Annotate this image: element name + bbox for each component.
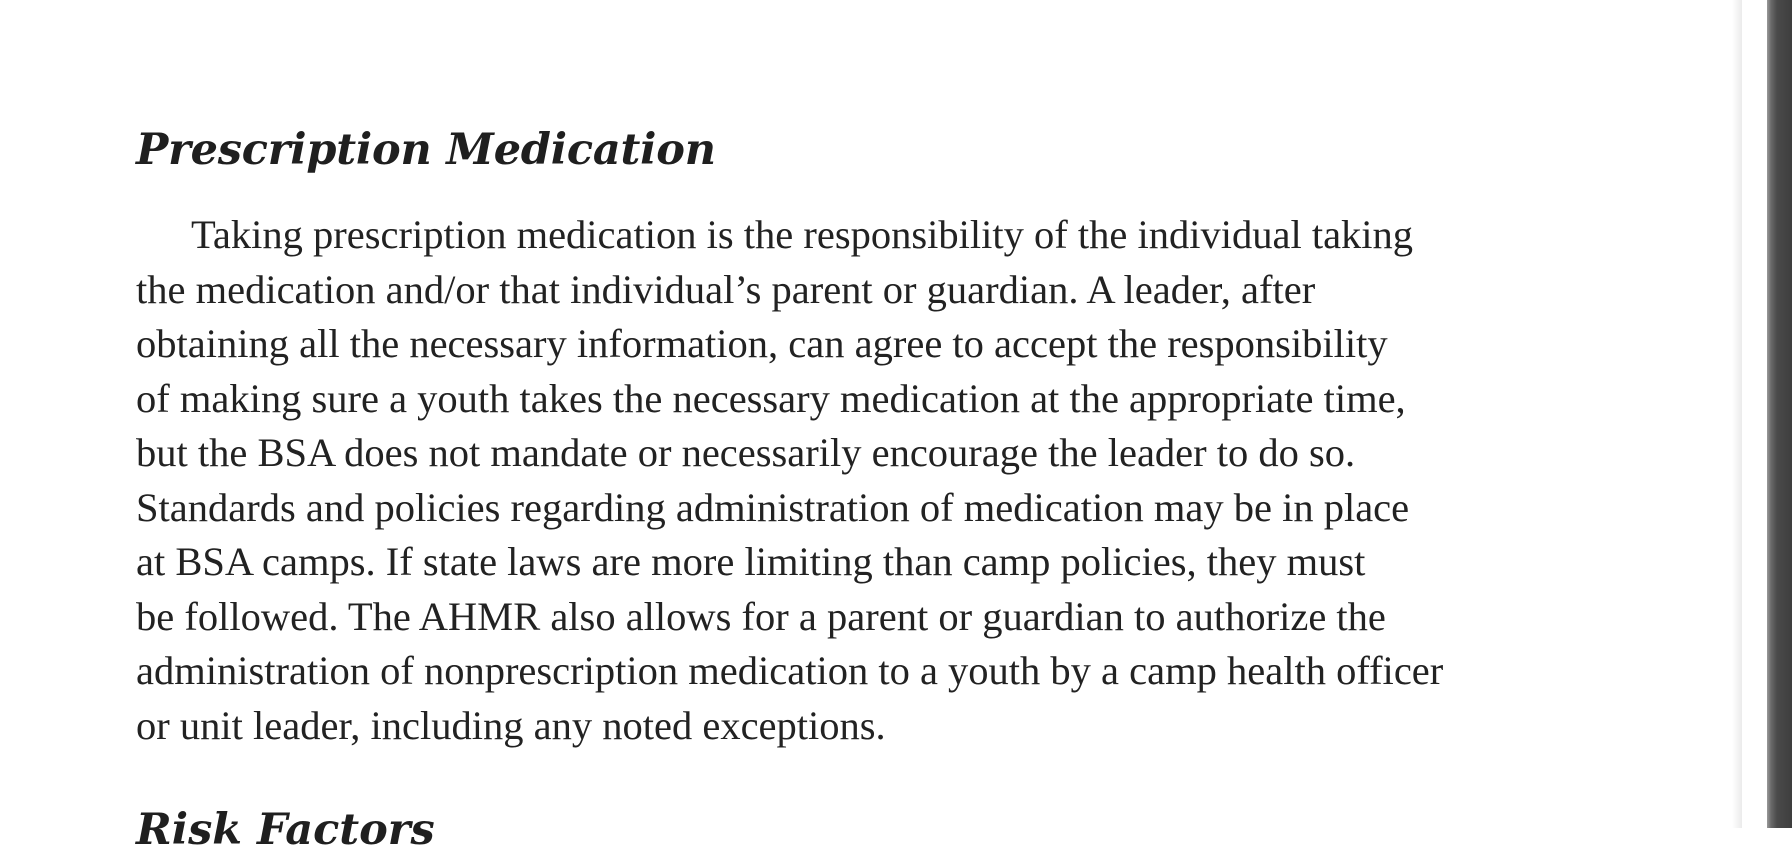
next-section-heading: Risk Factors [136, 805, 435, 855]
paragraph-line: be followed. The AHMR also allows for a parent or guardian to authorize the [136, 593, 1386, 639]
paragraph-line: Standards and policies regarding administration of medication may be in place [136, 484, 1410, 530]
paragraph-line: administration of nonprescription medication to a youth by a camp health officer [136, 648, 1444, 693]
section-paragraph [136, 208, 1636, 753]
paragraph-line: at BSA camps. If state laws are more limiting than camp policies, they must [136, 539, 1366, 584]
paragraph-line: the medication and/or that individual’s parent or guardian. A leader, after [136, 266, 1316, 312]
paragraph-line: of making sure a youth takes the necessary medication at the appropriate time, [136, 375, 1406, 421]
paragraph-line: but the BSA does not mandate or necessarily encourage the leader to do so. [136, 430, 1356, 475]
paragraph-line: obtaining all the necessary information, can agree to accept the responsibility [136, 321, 1388, 366]
section-heading: Prescription Medication [136, 125, 716, 175]
paragraph-line: Taking prescription medication is the responsibility of the individual taking [191, 212, 1414, 257]
page-edge [1767, 0, 1792, 828]
paragraph-line: or unit leader, including any noted exceptions. [136, 702, 886, 748]
page-edge-shadow [1732, 0, 1742, 828]
